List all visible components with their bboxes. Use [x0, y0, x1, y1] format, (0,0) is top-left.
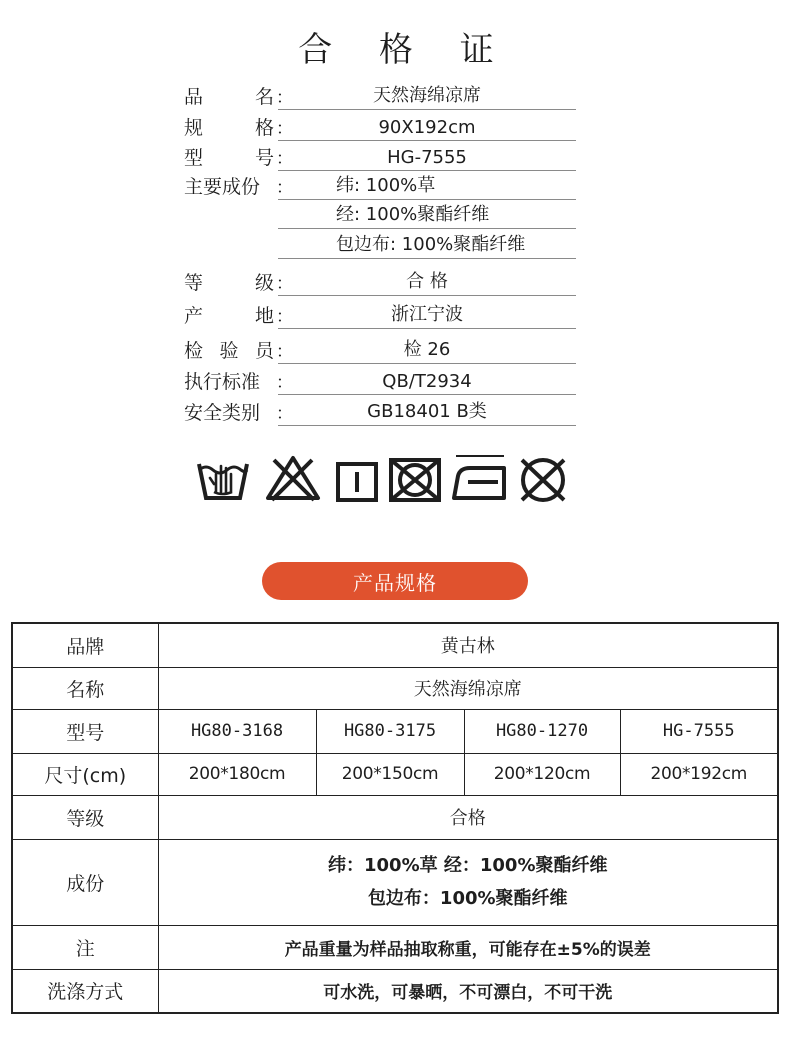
spec-heading-pill: 产品规格 [262, 562, 528, 600]
certificate-row-underline [278, 328, 576, 329]
composition-line: 包边布：100%聚酯纤维 [367, 888, 568, 909]
certificate-row-value: 包边布: 100%聚酯纤维 [336, 234, 526, 255]
certificate-row-label: 主要成份 [184, 176, 261, 198]
certificate-row [184, 111, 576, 141]
care-icons [196, 452, 576, 508]
do-not-tumble-dry-icon [386, 452, 444, 504]
table-row [12, 839, 778, 925]
certificate-row-underline [278, 425, 576, 426]
certificate-row [184, 80, 576, 110]
certificate-row-colon: ： [276, 307, 293, 327]
spec-table [11, 622, 779, 1014]
certificate-row [184, 334, 576, 364]
certificate-row-label: 产 地 [184, 305, 274, 327]
wash-label: 洗涤方式 [12, 969, 158, 1013]
table-row [12, 969, 778, 1013]
model-cell: HG80-3175 [316, 709, 464, 753]
certificate-row-label: 品 名 [184, 86, 274, 108]
wash-value: 可水洗，可暴晒，不可漂白，不可干洗 [158, 969, 778, 1013]
certificate-row-underline [278, 394, 576, 395]
certificate-row-colon: ： [276, 88, 293, 108]
certificate-row-underline [278, 363, 576, 364]
table-row [12, 925, 778, 969]
brand-label: 品牌 [12, 623, 158, 667]
size-cell: 200*150cm [316, 753, 464, 795]
do-not-bleach-icon [264, 452, 322, 504]
certificate-row-colon: ： [276, 404, 293, 424]
certificate-row-label: 安全类别 [184, 402, 261, 424]
hand-wash-icon [196, 452, 250, 504]
certificate-row-value: 检 26 [403, 339, 451, 360]
certificate-row [184, 141, 576, 171]
certificate-row [184, 229, 576, 259]
certificate-row [184, 199, 576, 229]
certificate-row-value: GB18401 B类 [367, 401, 487, 422]
certificate-row [184, 266, 576, 296]
table-row [12, 753, 778, 795]
certificate-row-underline [278, 109, 576, 110]
table-row [12, 795, 778, 839]
certificate-row-colon: ： [276, 342, 293, 362]
certificate-row [184, 170, 576, 200]
do-not-iron-icon [450, 452, 510, 504]
certificate-row-value: 合 格 [406, 271, 448, 292]
grade-label: 等级 [12, 795, 158, 839]
certificate-row-label: 型 号 [184, 147, 274, 169]
size-cell: 200*120cm [464, 753, 620, 795]
certificate-title: 合 格 证 [298, 30, 512, 70]
certificate-row-label: 规 格 [184, 117, 274, 139]
certificate-row-label: 等 级 [184, 272, 274, 294]
do-not-dry-clean-icon [514, 452, 572, 504]
model-cell: HG-7555 [620, 709, 778, 753]
certificate-row-underline [278, 295, 576, 296]
certificate-row-label: 执行标准 [184, 371, 261, 393]
brand-value: 黄古林 [158, 623, 778, 667]
composition-label: 成份 [12, 839, 158, 925]
note-label: 注 [12, 925, 158, 969]
certificate-row-value: 浙江宁波 [391, 304, 463, 325]
table-row [12, 709, 778, 753]
certificate-row-value: 纬: 100%草 [336, 175, 436, 196]
certificate-row [184, 396, 576, 426]
table-row [12, 623, 778, 667]
table-row [12, 667, 778, 709]
certificate-row [184, 299, 576, 329]
size-cell: 200*192cm [620, 753, 778, 795]
certificate-row-value: 天然海绵凉席 [373, 85, 481, 106]
certificate-row-colon: ： [276, 373, 293, 393]
model-label: 型号 [12, 709, 158, 753]
certificate-row-value: HG-7555 [387, 147, 467, 168]
composition-line: 纬：100%草 经：100%聚酯纤维 [328, 855, 608, 876]
certificate-row-value: QB/T2934 [382, 371, 472, 392]
certificate-row-underline [278, 258, 576, 259]
certificate-row-colon: ： [276, 178, 293, 198]
certificate-row-colon: ： [276, 274, 293, 294]
certificate-row-label: 检 验 员 [184, 340, 274, 362]
line-dry-icon [334, 452, 380, 504]
model-cell: HG80-3168 [158, 709, 316, 753]
certificate-row-value: 90X192cm [378, 117, 476, 138]
certificate-row-value: 经: 100%聚酯纤维 [336, 204, 490, 225]
size-label: 尺寸(cm) [12, 753, 158, 795]
name-value: 天然海绵凉席 [158, 667, 778, 709]
size-cell: 200*180cm [158, 753, 316, 795]
name-label: 名称 [12, 667, 158, 709]
model-cell: HG80-1270 [464, 709, 620, 753]
composition-value [158, 839, 778, 925]
certificate-row [184, 365, 576, 395]
certificate-row-colon: ： [276, 149, 293, 169]
certificate-row-colon: ： [276, 119, 293, 139]
grade-value: 合格 [158, 795, 778, 839]
note-value: 产品重量为样品抽取称重，可能存在±5%的误差 [158, 925, 778, 969]
